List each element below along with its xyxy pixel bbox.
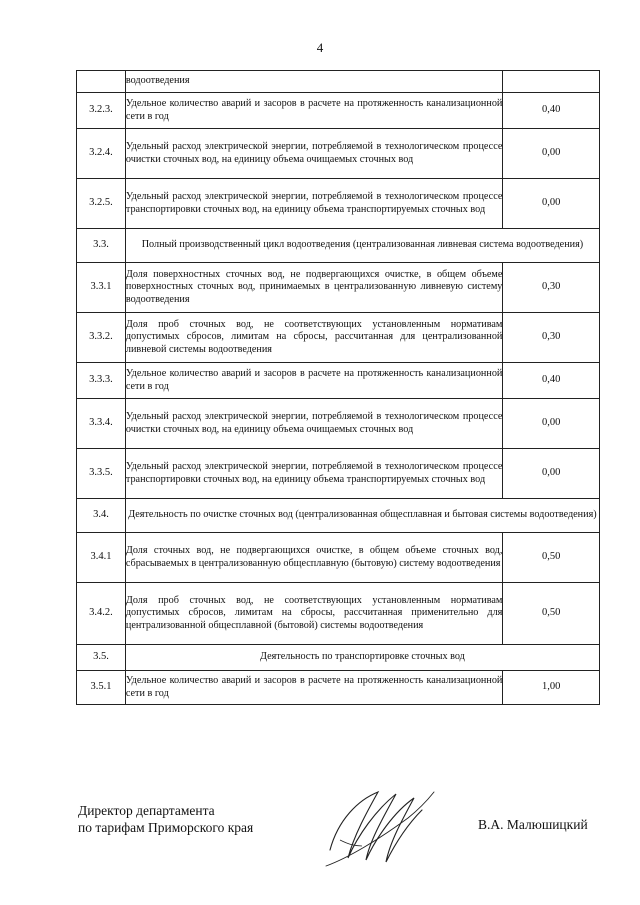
indicator-description: Удельное количество аварий и засоров в расчете на протяженность канализационной сети в год: [125, 363, 503, 399]
indicator-description: Доля проб сточных вод, не соответствующих установленным нормативам допустимых сбросов, лимитам на сбросы, рассчитанная применительно для централизованной общесплавной (бытовой) системы водоотведения: [125, 583, 503, 645]
indicator-description: Удельное количество аварий и засоров в расчете на протяженность канализационной сети в год: [125, 93, 503, 129]
signatory-name: В.А. Малюшицкий: [478, 817, 588, 832]
row-number: [77, 71, 126, 93]
indicator-value: [503, 71, 600, 93]
indicator-description: Доля поверхностных сточных вод, не подвергающихся очистке, в общем объеме поверхностных сточных вод, принимаемых в централизованную ливневую систему водоотведения: [125, 263, 503, 313]
row-number: 3.3.3.: [77, 363, 126, 399]
table-row: [77, 363, 600, 399]
row-number: 3.2.3.: [77, 93, 126, 129]
table-row: [77, 671, 600, 705]
row-number: 3.3.5.: [77, 449, 126, 499]
indicator-description: Доля сточных вод, не подвергающихся очистке, в общем объеме сточных вод, сбрасываемых в централизованную общесплавную (бытовую) систему водоотведения: [125, 533, 503, 583]
table-row: [77, 129, 600, 179]
row-number: 3.4.: [77, 499, 126, 533]
indicator-description: Удельный расход электрической энергии, потребляемой в технологическом процессе очистки сточных вод, на единицу объема очищаемых сточных вод: [125, 129, 503, 179]
indicator-value: 0,40: [503, 93, 600, 129]
signatory-position: [78, 802, 253, 836]
position-line-1: Директор департамента: [78, 803, 215, 818]
indicator-value: 0,00: [503, 129, 600, 179]
table-row: [77, 263, 600, 313]
row-number: 3.5.: [77, 645, 126, 671]
page-number: 4: [316, 40, 324, 55]
indicator-description: Удельное количество аварий и засоров в расчете на протяженность канализационной сети в год: [125, 671, 503, 705]
indicator-value: 1,00: [503, 671, 600, 705]
indicator-value: 0,00: [503, 449, 600, 499]
table-row: [77, 533, 600, 583]
section-row: [77, 229, 600, 263]
handwritten-signature: [318, 780, 438, 875]
row-number: 3.3.1: [77, 263, 126, 313]
row-number: 3.4.2.: [77, 583, 126, 645]
row-number: 3.4.1: [77, 533, 126, 583]
section-row: [77, 499, 600, 533]
indicator-description: водоотведения: [125, 71, 503, 93]
row-number: 3.3.2.: [77, 313, 126, 363]
indicator-value: 0,50: [503, 533, 600, 583]
indicator-description: Удельный расход электрической энергии, потребляемой в технологическом процессе транспортировки сточных вод, на единицу объема транспортируемых сточных вод: [125, 179, 503, 229]
row-number: 3.2.5.: [77, 179, 126, 229]
indicator-description: Удельный расход электрической энергии, потребляемой в технологическом процессе транспортировки сточных вод, на единицу объема транспортируемых сточных вод: [125, 449, 503, 499]
indicator-value: 0,30: [503, 263, 600, 313]
position-line-2: по тарифам Приморского края: [78, 820, 254, 835]
table-row: [77, 93, 600, 129]
table-row: [77, 449, 600, 499]
table-row: [77, 71, 600, 93]
indicator-value: 0,40: [503, 363, 600, 399]
table-row: [77, 399, 600, 449]
row-number: 3.3.4.: [77, 399, 126, 449]
section-title: Полный производственный цикл водоотведения (централизованная ливневая система водоотведения): [125, 229, 599, 263]
indicator-description: Доля проб сточных вод, не соответствующих установленным нормативам допустимых сбросов, лимитам на сбросы, рассчитанная для централизованной ливневой системы водоотведения: [125, 313, 503, 363]
indicators-table: [76, 70, 600, 705]
indicators-table-body: [77, 71, 600, 705]
indicator-value: 0,00: [503, 179, 600, 229]
indicator-description: Удельный расход электрической энергии, потребляемой в технологическом процессе очистки сточных вод, на единицу объема очищаемых сточных вод: [125, 399, 503, 449]
section-row: [77, 645, 600, 671]
table-row: [77, 583, 600, 645]
row-number: 3.2.4.: [77, 129, 126, 179]
table-row: [77, 179, 600, 229]
table-row: [77, 313, 600, 363]
section-title: Деятельность по транспортировке сточных вод: [125, 645, 599, 671]
indicator-value: 0,00: [503, 399, 600, 449]
indicator-value: 0,30: [503, 313, 600, 363]
indicator-value: 0,50: [503, 583, 600, 645]
section-title: Деятельность по очистке сточных вод (централизованная общесплавная и бытовая системы водоотведения): [125, 499, 599, 533]
row-number: 3.3.: [77, 229, 126, 263]
row-number: 3.5.1: [77, 671, 126, 705]
